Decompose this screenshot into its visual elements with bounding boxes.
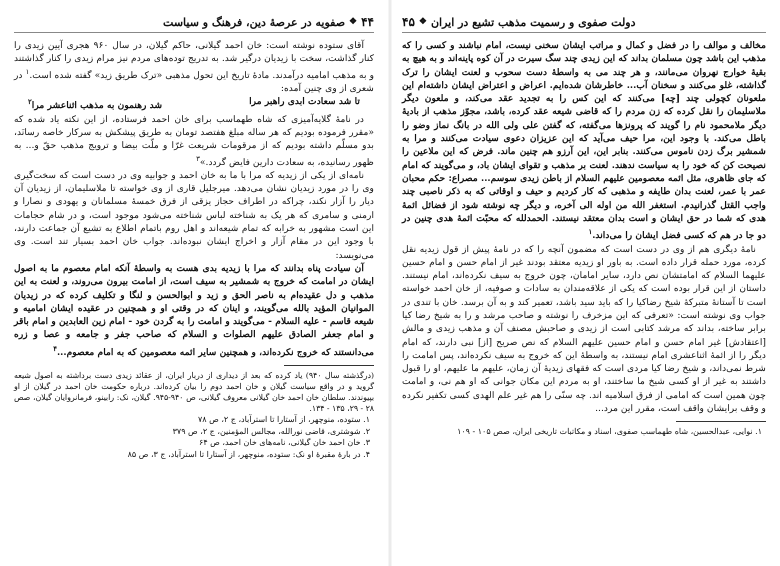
right-page — [390, 0, 780, 566]
right-header-title-group — [402, 15, 636, 29]
footnote-separator — [284, 365, 374, 366]
left-page-body — [14, 39, 374, 359]
left-quote-paragraph: آن سیادت پناه بدانند که مرا با زیدیه بدی هست به واسطهٔ آنکه امام معصوم ما به اصول ایشان در امامت که خروج به شمشیر به سیف است، از امامت بیرون می‌روند، و لعنت به این مذهب و دل عقیده‌ام به ناصر الحق و زید و ابوالحسن و لنگا و تکلیف کرده که در زیدیان الموانیان المؤید بالله می‌گویند، و اینان که در وقتی او و همچنین در عقیده ایشان امامیه و شیعه قاسم - علیه السلام - می‌گویند و امامت را به گردن خود - امام زین العابدین و امام باقر و امام جعفر الصادق علیهم الصلوات و السلام که صاحب جفر و جامعه و عصا و زره می‌دانستند که خروج نکرده‌اند، و همچنین سایر ائمه معصومین که به امام معصوم...$^۴$ — [14, 262, 374, 358]
ornament-icon: ❖ — [418, 17, 427, 27]
left-header-title-group — [163, 15, 374, 29]
right-page-body — [402, 39, 766, 415]
footnote-item: ۳. خان احمد خان گیلانی، نامه‌های خان احمد، ص ۶۴ — [199, 438, 370, 448]
right-header-title: دولت صفوی و رسمیت مذهب تشیع در ایران — [430, 15, 636, 29]
footnote-item: ۱. نوایی، عبدالحسین، شاه طهماسب صفوی، اسناد و مکاتبات تاریخی ایران، صص ۱۰۵ - ۱۰۹ — [457, 427, 762, 437]
ornament-icon: ❖ — [349, 17, 358, 27]
footnote-item: ۴. در بارهٔ مقبرهٔ او نک: ستوده، منوچهر، از آستارا تا استرآباد، ج ۳، ص ۸۵ — [127, 449, 370, 459]
footnote-separator — [676, 421, 766, 422]
right-paragraph: نامهٔ دیگری هم از وی در دست است که مضمون آنچه را که در نامهٔ پیش از قول زیدیه نقل کرده، مورد حمله قرار داده است. به باور او زیدیه معتقد بودند غیر از امام حسن و امام حسین علیهما السلام که امامتشان نص دارد، سایر امامان، چون خروج به سیف نکرده‌اند، امام نیستند. داستان از این قرار بوده است که یکی از علاقه‌مندان به سادات و صوفیه، از خان احمد خواسته است تا آستانهٔ متبرکهٔ شیخ رضاکیا را که باید سید باشد، تعمیر کند و به آن برسد. خان با تندی در جواب وی نوشته است: «تعرفی که این مزخرف را نوشته و صاحب مرشد و را به شیخ رضا کیا برابر ساخته، بداند که مرشد کتابی است از زیدی و صاحبش مصنف آن و مذهب زیدی و مالش [اعتقادش] غیر امام حسن و امام حسین علیهم السلام که نص صریح [از] نبی دارند، که امام دیگر را از ائمهٔ اثناعشری امام نیستند، به واسطهٔ این که خروج به سیف نکرده‌اند، پس امامت را شرط نمی‌داند، و شیخ رضا کیا مردی است که فقهای زیدیهٔ آن زمان، علیهم ما علیهم، او را قبول داشتند به غیر از او کسی شیخ ما ساختند، او به مردم این مکان جوانی که او هم نی، و امامت چون همین است که امامی از فرق اسلامیه اند. چه سنّی را هم غیر علم الهدی کسی تکفیر نکرده و وقف برایشان واقف است، مقرر این مرد... — [402, 243, 766, 415]
poem-verse — [14, 95, 374, 112]
left-page-number: ۴۴ — [361, 15, 374, 29]
footnote-item: ۱. ستوده، منوچهر، از آستارا تا استرآباد، ج ۲، ص ۷۸ — [197, 415, 370, 425]
right-page-header — [402, 14, 766, 33]
verse-second-hemistich: شد رهنمون به مذهب اثناعشر مرا$^۲$ — [28, 97, 163, 112]
verse-first-hemistich: تا شد سعادت ابدی راهبر مرا — [249, 96, 360, 108]
right-footnotes — [402, 426, 766, 438]
left-footnotes — [14, 370, 374, 460]
left-paragraph: در نامهٔ گلایه‌آمیزی که شاه طهماسب برای خان احمد فرستاده، از این نکته یاد شده که «مقرر فرموده بودیم که هر ساله مبلغ هفتصد تومان به طریق پیشکش به سرکار خاصه رسانَد، بدو مسلّم داشته بودیم که از مرقومات شریعت غرّا و ملّت بیضا و ترویج مذهب حقّ و... به ظهور رسانیده، به سعادت دارین فایض گردد.»$^۳$ — [14, 113, 374, 168]
left-paragraph: نامه‌ای از یکی از زیدیه که مرا با ما به خان احمد و جوابیه وی در دست است که سخت‌گیری وی را در مورد زیدیان نشان می‌دهد. میرجلیل قاری از وی خواسته تا ملاسلیمان، از زیدیان آن دیار را آزار نکند، چراکه در اطراف حجاز یزقی از فرق خمسهٔ مسلمانان و یهودی و نصارا و ارمنی و سامری که هر یک به شناخته لباس شناخته می‌شود موجود است، و در شام حجامات این است مشهور به خرابه که تمام شیعه‌اند و اهل روم باتمام اطلاع به تشیع آن جماعت دارند، با وجود این در مقام آزار و اخراج ایشان نبوده‌اند. جواب خان احمد بسیار تند است. وی می‌نویسد: — [14, 169, 374, 261]
footnote-note: (درگذشته سال ۹۴۰) یاد کرده که بعد از دیداری از دربار ایران، از عقائد زیدی دست برداشته به اصول شیعه گروید و در واقع سیاست گیلان و خان احمد دوم را بیان کرده‌اند. درباره حکومت خان احمد در گیلان از او بپیوندند. سلطان خان احمد خان گیلانی معروف گیلانی، ص ۹۴۰-۹۴۵. گیلان، نک: رابینو، فرمانروایان گیلان، صص ۲۸ - ۲۹، ۱۳۵ - ۱۳۴. — [14, 371, 375, 414]
right-quote-paragraph: مخالف و موالف را در فضل و کمال و مراتب ایشان سخنی نیست، امام نباشند و کسی را که مذهب این باشد چون مسلمان بداند که این زیدی چند سگ سیرت در آن کوه پاینه‌اند و به هیچ به بقیهٔ خوارج نهروان می‌مانند، و هر چند می به واسطهٔ دست سحوب و لعنت ایشان را ترک گذاشته، غلو می‌کنند و سخنان آب... خاطرشان شده‌ایم. اعراض و اعتراض ایشان داشته‌ام این ملعونان کچولی چند [چه] می‌کنند که این کس را به تجدید عقد می‌کند، و ملعون دیگر ملاسلیمان را نقل کرده که زن مردم را که قاضی شیعه عقد کرده، باشد، مجوّز مذهب از بادیهٔ دیگر ملامحمود نام را گویند که پرونزها می‌گفته، که گفتن علی ولی الله در بانگ نماز وضو را باطل می‌کند. با وجود این، مرا حیف می‌آید که این عزیزان دعوی سیادت می‌کنند و مرا به شمشیر برگ زدن ناموس می‌کنند. بنابر این، این آرزو هم چنین ماند. فرض که این ملاعین را نصیحت کن که خود را به سیاست ندهند. لعنت بر مذهب و تقوای ایشان باد، و می‌گویند که امام که جای ظاهری، مثل ائمه معصومین علیهم السلام از باطن زیدی سوسم... مصراع: حکم محبان عمر با عمر، لعنت بدان طایفه و مذهبی که کار کردیم و حیف و اوقاتی که به ذکر ناصبی چند واجب القتل گذرانیدم. استغفر الله من اوله الی آخره، و دیگر چه نوشته شود از فضائل ائمهٔ هدی که شما در حق ایشان و است بدان معتقد نیستند. الحمدلله که محبّت ائمهٔ هدی چنین در دو جا در هم که کسی فضل ایشان را می‌داند.$^۱$ — [402, 40, 766, 242]
left-header-title: صفویه در عرصهٔ دین، فرهنگ و سیاست — [163, 15, 346, 29]
left-paragraph: آقای ستوده نوشته است: خان احمد گیلانی، حاکم گیلان، در سال ۹۶۰ هجری آیین زیدی را کنار گذاشت، سخت با زیدیان درگیر شد. به تدریج توده‌های مردم نیز مرام زیدی را کنار گذاشتند و به مذهب امامیه درآمدند. مادهٔ تاریخ این تحول مذهبی «ترک طریق زید» گفته شده است.$^۱$ در شعری از وی چنین آمده: — [14, 40, 375, 94]
left-page-header — [14, 14, 374, 33]
footnote-item: ۲. شوشتری، قاضی نورالله، مجالس المؤمنین، ج ۲، ص ۳۷۹ — [172, 426, 370, 436]
right-page-number: ۴۵ — [402, 15, 415, 29]
